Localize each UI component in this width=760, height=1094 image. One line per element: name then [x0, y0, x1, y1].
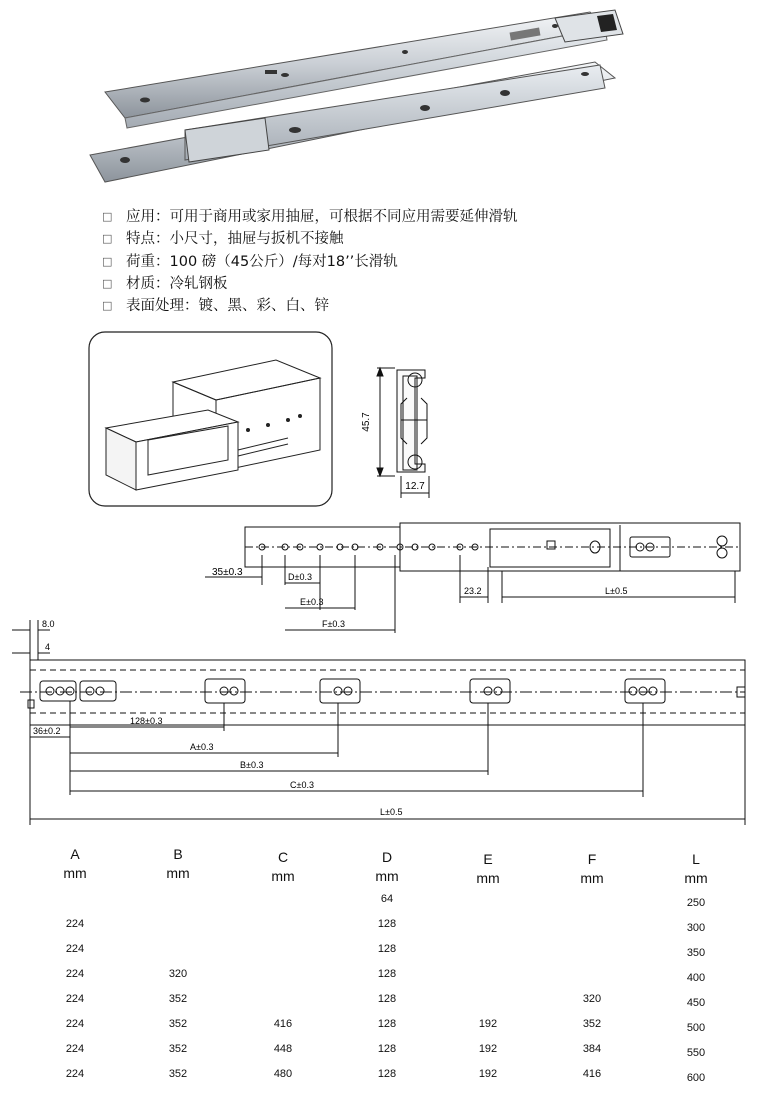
table-cell: 128: [377, 1018, 397, 1030]
column-header: [458, 850, 518, 888]
column-name: C: [277, 849, 289, 865]
spec-text: 表面处理：镀、黑、彩、白、锌: [126, 298, 329, 315]
dim-35: 35±0.3: [212, 567, 243, 578]
column-header: [666, 850, 726, 888]
table-cell: 224: [65, 1068, 85, 1080]
profile-height-label: 45.7: [361, 412, 372, 432]
bullet-icon: □: [102, 276, 113, 290]
table-cell: 192: [478, 1043, 498, 1055]
table-cell: 128: [377, 943, 397, 955]
spec-item: [102, 295, 518, 317]
column-name: B: [173, 846, 183, 862]
dim-l-mid: L±0.5: [605, 586, 628, 596]
table-cell: 224: [65, 968, 85, 980]
dim-f: F±0.3: [322, 619, 345, 629]
column-header: [45, 845, 105, 883]
dim-e: E±0.3: [300, 597, 324, 607]
column-header: [253, 848, 313, 886]
table-cell: 64: [380, 893, 394, 905]
table-cell: 400: [686, 972, 706, 984]
spec-text: 特点：小尺寸，抽屉与扳机不接触: [126, 231, 344, 248]
column-name: F: [587, 851, 597, 867]
table-cell: 250: [686, 897, 706, 909]
table-cell: 352: [168, 1018, 188, 1030]
spec-item: [102, 228, 518, 250]
dimension-table: [0, 845, 760, 1090]
table-cell: 128: [377, 1043, 397, 1055]
column-unit: mm: [375, 868, 399, 884]
table-cell: 448: [273, 1043, 293, 1055]
column-unit: mm: [63, 865, 87, 881]
column-header: [148, 845, 208, 883]
dim-23-2: 23.2: [464, 586, 482, 596]
column-unit: mm: [684, 870, 708, 886]
spec-item: [102, 273, 518, 295]
table-cell: 224: [65, 918, 85, 930]
table-cell: 224: [65, 1018, 85, 1030]
table-cell: 450: [686, 997, 706, 1009]
table-cell: 192: [478, 1018, 498, 1030]
dim-4: 4: [45, 642, 51, 652]
rail-profile-drawing: [355, 358, 455, 508]
table-cell: 550: [686, 1047, 706, 1059]
column-unit: mm: [476, 870, 500, 886]
column-name: E: [483, 851, 493, 867]
column-header: [562, 850, 622, 888]
table-cell: 352: [168, 993, 188, 1005]
dim-b: B±0.3: [240, 760, 264, 770]
spec-item: [102, 206, 518, 228]
spec-item: [102, 251, 518, 273]
table-cell: 320: [168, 968, 188, 980]
spec-list: [102, 206, 518, 317]
dim-8: 8.0: [42, 619, 55, 629]
dim-128: 128±0.3: [130, 716, 163, 726]
table-cell: 224: [65, 993, 85, 1005]
bullet-icon: □: [102, 254, 113, 268]
table-cell: 600: [686, 1072, 706, 1084]
dim-c: C±0.3: [290, 780, 314, 790]
column-name: D: [381, 849, 393, 865]
outer-rail-drawing: [0, 615, 760, 830]
column-unit: mm: [166, 865, 190, 881]
table-cell: 384: [582, 1043, 602, 1055]
table-cell: 224: [65, 1043, 85, 1055]
table-cell: 352: [582, 1018, 602, 1030]
table-cell: 300: [686, 922, 706, 934]
bullet-icon: □: [102, 210, 113, 223]
table-cell: 128: [377, 993, 397, 1005]
dim-d: D±0.3: [288, 572, 312, 582]
table-cell: 128: [377, 1068, 397, 1080]
dim-36: 36±0.2: [33, 726, 61, 736]
spec-text: 材质：冷轧钢板: [126, 275, 228, 292]
table-cell: 320: [582, 993, 602, 1005]
bullet-icon: □: [102, 299, 113, 313]
table-cell: 416: [582, 1068, 602, 1080]
dim-l-bottom: L±0.5: [380, 807, 403, 817]
table-cell: 224: [65, 943, 85, 955]
profile-width-label: 12.7: [405, 481, 425, 492]
table-cell: 128: [377, 918, 397, 930]
dim-a: A±0.3: [190, 742, 214, 752]
column-unit: mm: [580, 870, 604, 886]
column-name: L: [692, 851, 700, 867]
bullet-icon: □: [102, 232, 113, 246]
spec-text: 荷重：100 磅（45公斤）/每对18’’长滑轨: [126, 253, 398, 270]
table-cell: 352: [168, 1043, 188, 1055]
product-rails-illustration: [85, 0, 625, 190]
column-header: [357, 848, 417, 886]
table-cell: 192: [478, 1068, 498, 1080]
table-cell: 500: [686, 1022, 706, 1034]
spec-text: 应用：可用于商用或家用抽屉，可根据不同应用需要延伸滑轨: [126, 209, 518, 225]
column-unit: mm: [271, 868, 295, 884]
drawer-illustration: [88, 330, 338, 510]
table-cell: 480: [273, 1068, 293, 1080]
column-name: A: [70, 846, 80, 862]
table-cell: 350: [686, 947, 706, 959]
table-cell: 352: [168, 1068, 188, 1080]
table-cell: 128: [377, 968, 397, 980]
table-cell: 416: [273, 1018, 293, 1030]
